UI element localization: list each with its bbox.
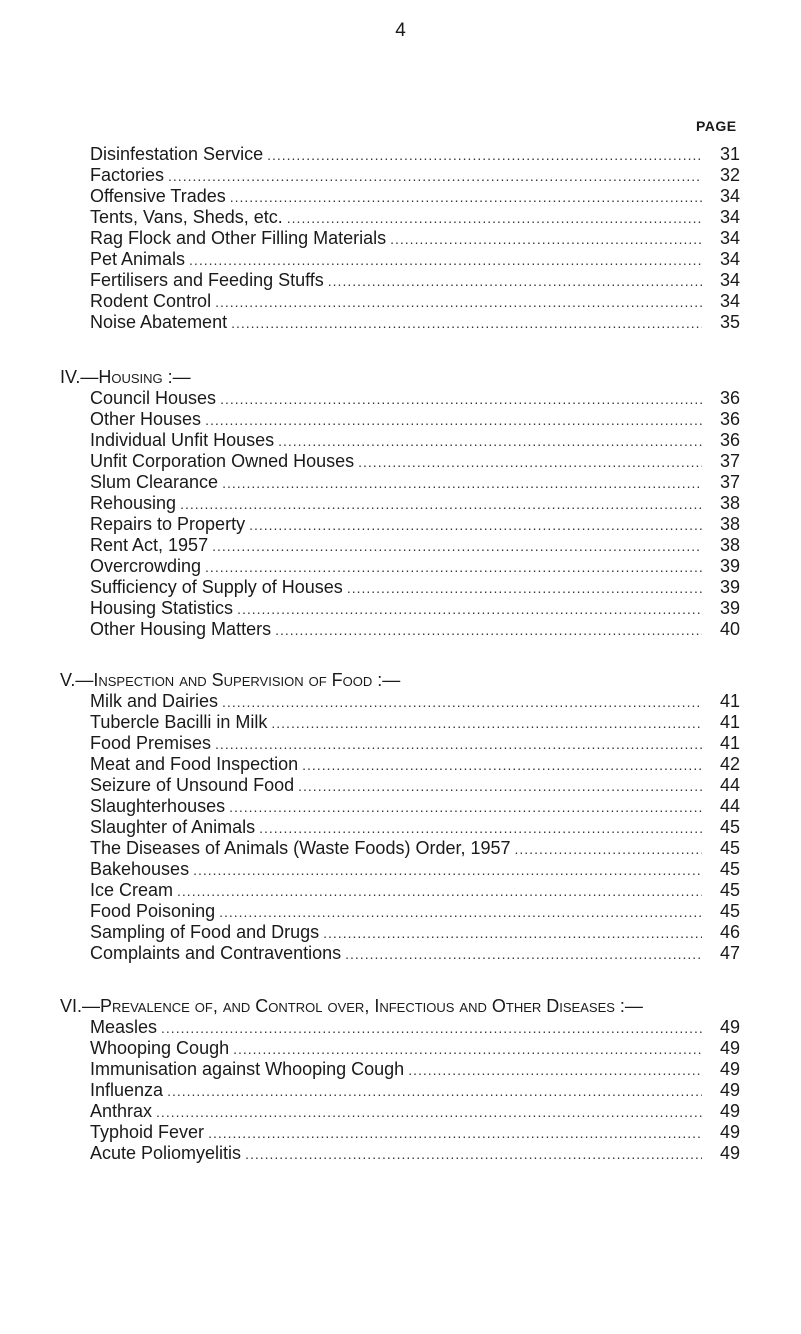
toc-entry-page: 31 — [719, 144, 740, 164]
toc-entry — [90, 796, 740, 817]
toc-entry-page: 36 — [719, 388, 740, 408]
toc-entry-page: 45 — [719, 838, 740, 858]
toc-entry-page: 38 — [719, 514, 740, 534]
table-of-contents — [60, 144, 740, 1164]
toc-entry-title: Unfit Corporation Owned Houses — [90, 451, 355, 471]
toc-entry-page: 36 — [719, 430, 740, 450]
toc-entry — [90, 619, 740, 640]
toc-entry-title: Factories — [90, 165, 165, 185]
toc-entry-page: 45 — [719, 859, 740, 879]
dot-leader — [231, 313, 702, 334]
toc-entry — [90, 1017, 740, 1038]
toc-entry — [90, 712, 740, 733]
toc-entry — [90, 228, 740, 249]
toc-entry — [90, 186, 740, 207]
page-number: 4 — [395, 20, 406, 41]
toc-entry-page: 49 — [719, 1017, 740, 1037]
toc-entry — [90, 838, 740, 859]
toc-entry — [90, 472, 740, 493]
dot-leader — [215, 734, 702, 755]
toc-entry-title: Ice Cream — [90, 880, 174, 900]
toc-entry — [90, 1122, 740, 1143]
toc-entry-title: Seizure of Unsound Food — [90, 775, 295, 795]
dot-leader — [408, 1060, 702, 1081]
toc-entry-page: 49 — [719, 1143, 740, 1163]
toc-entry-title: Noise Abatement — [90, 312, 228, 332]
toc-entry-page: 38 — [719, 535, 740, 555]
dot-leader — [167, 1081, 702, 1102]
dot-leader — [323, 923, 702, 944]
dot-leader — [205, 557, 702, 578]
toc-entry-page: 34 — [719, 207, 740, 227]
toc-entry-page: 34 — [719, 270, 740, 290]
toc-entry-page: 37 — [719, 451, 740, 471]
dot-leader — [345, 944, 702, 965]
toc-entry-title: Individual Unfit Houses — [90, 430, 275, 450]
toc-entry-title: Housing Statistics — [90, 598, 234, 618]
toc-entry-title: Milk and Dairies — [90, 691, 219, 711]
toc-entry-page: 41 — [719, 691, 740, 711]
toc-entry — [90, 1143, 740, 1164]
dot-leader — [328, 271, 702, 292]
toc-entry-title: Measles — [90, 1017, 158, 1037]
toc-entry-page: 41 — [719, 712, 740, 732]
dot-leader — [215, 292, 702, 313]
toc-entry — [90, 922, 740, 943]
dot-leader — [278, 431, 702, 452]
dot-leader — [161, 1018, 702, 1039]
toc-entry-title: Rag Flock and Other Filling Materials — [90, 228, 387, 248]
toc-entry-page: 40 — [719, 619, 740, 639]
toc-entry — [90, 249, 740, 270]
toc-entry-page: 34 — [719, 249, 740, 269]
dot-leader — [267, 145, 702, 166]
dot-leader — [205, 410, 702, 431]
toc-entry-title: Rehousing — [90, 493, 177, 513]
toc-entry-title: Pet Animals — [90, 249, 186, 269]
toc-entry — [90, 901, 740, 922]
toc-entry — [90, 859, 740, 880]
toc-entry-title: Offensive Trades — [90, 186, 226, 206]
toc-entry — [90, 409, 740, 430]
dot-leader — [180, 494, 702, 515]
toc-entry-page: 39 — [719, 598, 740, 618]
toc-entry-page: 49 — [719, 1059, 740, 1079]
toc-entry-title: Meat and Food Inspection — [90, 754, 299, 774]
dot-leader — [275, 620, 702, 641]
toc-entry — [90, 430, 740, 451]
toc-entry-page: 49 — [719, 1122, 740, 1142]
toc-entry — [90, 598, 740, 619]
toc-entry-title: Rent Act, 1957 — [90, 535, 209, 555]
toc-entry — [90, 691, 740, 712]
toc-entry-title: Tubercle Bacilli in Milk — [90, 712, 268, 732]
toc-entry-title: Tents, Vans, Sheds, etc. — [90, 207, 283, 227]
dot-leader — [302, 755, 702, 776]
toc-entry-page: 45 — [719, 880, 740, 900]
toc-entry — [90, 388, 740, 409]
toc-entry-title: Rodent Control — [90, 291, 212, 311]
toc-entry-title: Slaughterhouses — [90, 796, 226, 816]
dot-leader — [229, 797, 702, 818]
toc-entry-page: 34 — [719, 228, 740, 248]
toc-entry-title: Other Houses — [90, 409, 202, 429]
toc-entry-title: Other Housing Matters — [90, 619, 272, 639]
dot-leader — [156, 1102, 702, 1123]
toc-entry — [90, 1038, 740, 1059]
section-food-inspection — [60, 670, 740, 964]
toc-entry-title: Acute Poliomyelitis — [90, 1143, 242, 1163]
toc-entry-page: 44 — [719, 775, 740, 795]
toc-entry-title: The Diseases of Animals (Waste Foods) Order, 1957 — [90, 838, 511, 858]
dot-leader — [347, 578, 702, 599]
toc-entry — [90, 1080, 740, 1101]
toc-entry — [90, 207, 740, 228]
toc-entry — [90, 775, 740, 796]
toc-entry-page: 34 — [719, 186, 740, 206]
dot-leader — [219, 902, 702, 923]
toc-entry-title: Whooping Cough — [90, 1038, 230, 1058]
toc-entry-page: 45 — [719, 901, 740, 921]
toc-entry-title: Food Premises — [90, 733, 212, 753]
toc-entry — [90, 535, 740, 556]
dot-leader — [208, 1123, 702, 1144]
toc-entry — [90, 291, 740, 312]
toc-entry-page: 45 — [719, 817, 740, 837]
toc-entry — [90, 817, 740, 838]
dot-leader — [212, 536, 702, 557]
dot-leader — [222, 692, 702, 713]
toc-entry-page: 34 — [719, 291, 740, 311]
dot-leader — [189, 250, 702, 271]
toc-entry-page: 49 — [719, 1080, 740, 1100]
toc-entry-page: 32 — [719, 165, 740, 185]
toc-entry-page: 38 — [719, 493, 740, 513]
toc-entry-page: 49 — [719, 1101, 740, 1121]
toc-entry-page: 42 — [719, 754, 740, 774]
toc-entry-title: Council Houses — [90, 388, 217, 408]
toc-entry — [90, 514, 740, 535]
toc-entry-title: Repairs to Property — [90, 514, 246, 534]
toc-entry-title: Complaints and Contraventions — [90, 943, 342, 963]
dot-leader — [222, 473, 702, 494]
toc-entry-title: Food Poisoning — [90, 901, 216, 921]
section-title: IV.—Housing :— — [60, 367, 191, 387]
toc-entry — [90, 1059, 740, 1080]
toc-entry — [90, 451, 740, 472]
toc-entry-page: 47 — [719, 943, 740, 963]
dot-leader — [233, 1039, 702, 1060]
dot-leader — [390, 229, 702, 250]
dot-leader — [237, 599, 702, 620]
toc-entry-title: Immunisation against Whooping Cough — [90, 1059, 405, 1079]
dot-leader — [168, 166, 702, 187]
toc-entry-page: 46 — [719, 922, 740, 942]
toc-entry — [90, 270, 740, 291]
toc-entry-title: Sampling of Food and Drugs — [90, 922, 320, 942]
toc-entry-title: Slum Clearance — [90, 472, 219, 492]
toc-entry-title: Fertilisers and Feeding Stuffs — [90, 270, 324, 290]
dot-leader — [193, 860, 702, 881]
toc-entry-page: 44 — [719, 796, 740, 816]
page-column-heading: PAGE — [696, 118, 737, 134]
section-housing — [60, 367, 740, 640]
section-title: VI.—Prevalence of, and Control over, Infectious and Other Diseases :— — [60, 996, 643, 1016]
toc-entry — [90, 556, 740, 577]
dot-leader — [245, 1144, 702, 1165]
section-infectious-diseases — [60, 996, 740, 1164]
toc-entry-title: Influenza — [90, 1080, 164, 1100]
toc-entry-title: Overcrowding — [90, 556, 202, 576]
toc-entry — [90, 144, 740, 165]
dot-leader — [249, 515, 702, 536]
toc-entry-page: 35 — [719, 312, 740, 332]
section-title: V.—Inspection and Supervision of Food :— — [60, 670, 401, 690]
dot-leader — [298, 776, 702, 797]
toc-entry-page: 37 — [719, 472, 740, 492]
toc-entry-title: Slaughter of Animals — [90, 817, 256, 837]
dot-leader — [515, 839, 702, 860]
dot-leader — [220, 389, 702, 410]
toc-entry — [90, 880, 740, 901]
dot-leader — [358, 452, 702, 473]
toc-entry — [90, 1101, 740, 1122]
toc-entry-title: Anthrax — [90, 1101, 153, 1121]
toc-entry-title: Disinfestation Service — [90, 144, 264, 164]
toc-entry — [90, 312, 740, 333]
toc-entry-page: 36 — [719, 409, 740, 429]
toc-entry-page: 39 — [719, 556, 740, 576]
toc-entry-title: Sufficiency of Supply of Houses — [90, 577, 343, 597]
dot-leader — [271, 713, 702, 734]
toc-entry — [90, 577, 740, 598]
toc-entry-title: Typhoid Fever — [90, 1122, 205, 1142]
dot-leader — [177, 881, 702, 902]
dot-leader — [230, 187, 702, 208]
toc-entry-title: Bakehouses — [90, 859, 190, 879]
toc-entry — [90, 943, 740, 964]
dot-leader — [259, 818, 702, 839]
toc-entry — [90, 733, 740, 754]
toc-entry-page: 39 — [719, 577, 740, 597]
toc-entry — [90, 165, 740, 186]
toc-entry-page: 41 — [719, 733, 740, 753]
intro-entries — [60, 144, 740, 333]
toc-entry — [90, 754, 740, 775]
toc-entry-page: 49 — [719, 1038, 740, 1058]
toc-entry — [90, 493, 740, 514]
dot-leader — [287, 208, 702, 229]
